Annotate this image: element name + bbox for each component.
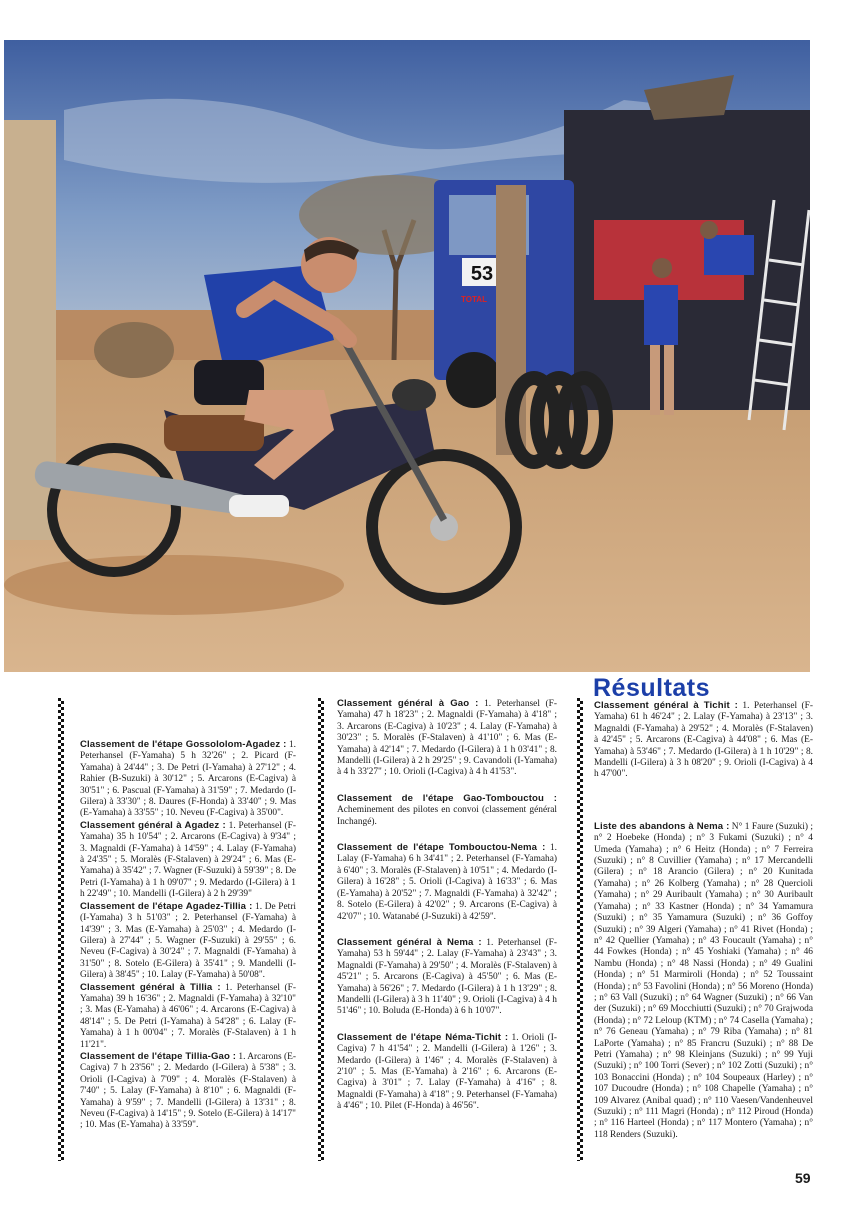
result-block [337, 1032, 557, 1113]
block-text: 1. Peterhansel (F-Yamaha) 39 h 16'36" ; 2. Magnaldi (F-Yamaha) à 32'10" ; 3. Mas (E-Yamaha) à 46'06" ; 4. Arcarons (E-Cagiva) à 48'14" ; 5. De Petri (I-Yamaha) à 54'28" ; 6. Lalay (F-Yamaha) à 1 h 00'04" ; 7. Moralès (F-Stalaven) à 1 h 11'21". [80, 982, 297, 1050]
checker-border-col1 [58, 698, 64, 1161]
block-text: 1. Peterhansel (F-Yamaha) 5 h 32'26" ; 2. Picard (F-Yamaha) à 24'44" ; 3. De Petri (I-Yamaha) à 27'12" ; 4. Rahier (B-Suzuki) à 30'12" ; 5. Arcarons (E-Cagiva) à 30'51" ; 6. Pascual (F-Yamaha) à 31'59" ; 7. Medardo (I-Gilera) à 33'30" ; 8. Daures (F-Honda) à 33'40" ; 9. Mas (E-Yamaha) à 33'55" ; 10. Neveu (F-Cagiva) à 35'00". [80, 740, 296, 819]
block-heading: Classement général à Nema : [337, 936, 482, 948]
result-block [337, 842, 557, 923]
checker-border-col3 [577, 698, 583, 1161]
block-text: 1. Peterhansel (F-Yamaha) 47 h 18'23" ; 2. Magnaldi (F-Yamaha) à 4'18" ; 3. Arcarons (E-Cagiva) à 10'23" ; 4. Lalay (F-Yamaha) à 30'23" ; 5. Moralès (F-Stalaven) à 41'10" ; 6. Mas (E-Yamaha) à 42'14" ; 7. Medardo (I-Gilera) à 1 h 03'41" ; 8. Mandelli (I-Gilera) à 2 h 29'25" ; 9. Cavandoli (I-Yamaha) à 4 h 33'27" ; 10. Orioli (I-Cagiva) à 4 h 41'53". [337, 699, 558, 778]
block-text: 1. Peterhansel (F-Yamaha) 61 h 46'24" ; 2. Lalay (F-Yamaha) à 23'13" ; 3. Magnaldi (F-Yamaha) à 29'52" ; 4. Moralès (F-Stalaven) à 42'45" ; 5. Arcarons (E-Cagiva) à 44'08" ; 6. Mas (E-Yamaha) à 53'46" ; 7. Medardo (I-Gilera) à 1 h 10'29" ; 8. Mandelli (I-Gilera) à 3 h 08'20" ; 9. Orioli (I-Cagiva) à 4 h 47'00". [594, 701, 814, 780]
block-text: Acheminement des pilotes en convoi (classement général Inchangé). [337, 805, 557, 827]
results-column-2 [337, 698, 557, 1122]
block-heading: Liste des abandons à Nema : [594, 820, 730, 832]
block-heading: Classement de l'étape Gossololom-Agadez : [80, 739, 287, 750]
truck-sponsor-label: TOTAL [461, 295, 487, 304]
result-block [80, 901, 296, 982]
block-heading: Classement de l'étape Néma-Tichit : [337, 1031, 509, 1043]
block-heading: Classement de l'étape Tillia-Gao : [80, 1050, 237, 1062]
block-heading: Classement de l'étape Tombouctou-Nema : [337, 842, 546, 854]
block-heading: Classement général à Tillia : [80, 981, 221, 993]
block-text: N° 1 Faure (Suzuki) ; n° 2 Hoebeke (Honda) ; n° 3 Fukami (Suzuki) ; n° 4 Umeda (Yamaha) ; n° 6 Heitz (Honda) ; n° 7 Ferreira (Suzuki) ; n° 8 Cuvillier (Yamaha) ; n° 17 Mercandelli (Gilera) ; n° 18 Arancio (Gilera) ; n° 20 Kunitada (Yamaha) ; n° 26 Kolberg (Yamaha) ; n° 28 Quercioli (Yamaha) ; n° 29 Auribault (Yamaha) ; n° 30 Auribault (Yamaha) ; n° 33 Kastner (Honda) ; n° 34 Yamamura (Suzuki) ; n° 35 Yamamura (Suzuki) ; n° 36 Goffoy (Suzuki) ; n° 39 Algeri (Yamaha) ; n° 41 Rivet (Honda) ; n° 42 Quellier (Yamaha) ; n° 43 Foucault (Yamaha) ; n° 44 Fowkes (Honda) ; n° 45 Yoshiaki (Yamaha) ; n° 46 Nambu (Honda) ; n° 48 Nassi (Honda) ; n° 49 Gualini (Honda) ; n° 51 Marmiroli (Honda) ; n° 52 Toussaint (Honda) ; n° 53 Favolini (Honda) ; n° 56 Moreno (Honda) ; n° 63 Vall (Suzuki) ; n° 64 Wagner (Suzuki) ; n° 66 Van der (Suzuki) ; n° 69 Mocchiutti (Suzuki) ; n° 70 Grajwoda (Honda) ; n° 72 Leloup (KTM) ; n° 74 Casella (Yamaha) ; n° 76 Geneau (Yamaha) ; n° 79 Riba (Yamaha) ; n° 81 LaPorte (Yamaha) ; n° 85 Francru (Suzuki) ; n° 88 De Petri (Yamaha) ; n° 98 Kleinjans (Suzuki) ; n° 99 Yuji (Suzuki) ; n° 100 Torri (Sever) ; n° 102 Zotti (Suzuki) ; n° 103 Bonaccini (Honda) ; n° 104 Soupeaux (Harley) ; n° 107 Ducoudre (Honda) ; n° 108 Chapelle (Yamaha) ; n° 109 Alvarez (Anibal quad) ; n° 110 Vaesen/Vandenheuvel (Suzuki) ; n° 111 Magri (Honda) ; n° 112 Piroud (Honda) ; n° 116 Harteel (Honda) ; n° 117 Montero (Yamaha) ; n° 118 Renders (Suzuki). [594, 821, 813, 1140]
block-text: 1. Orioli (I-Cagiva) 7 h 41'54" ; 2. Mandelli (I-Gilera) à 1'26" ; 3. Medardo (I-Gilera) à 1'46" ; 4. Moralès (F-Stalaven) à 2'10" ; 5. Mas (E-Yamaha) à 2'16" ; 6. Arcarons (E-Cagiva) à 3'01" ; 7. Lalay (F-Yamaha) à 4'16" ; 8. Magnaldi (F-Yamaha) à 4'18" ; 9. Peterhansel (F-Yamaha) à 4'46" ; 10. Pilet (F-Honda) à 46'56". [337, 1032, 558, 1112]
block-text: 1. Lalay (F-Yamaha) 6 h 34'41" ; 2. Peterhansel (F-Yamaha) à 6'40" ; 3. Moralès (F-Stalaven) à 10'51" ; 4. Medardo (I-Gilera) à 16'28" ; 5. Orioli (I-Cagiva) à 16'33" ; 6. Mas (E-Yamaha) à 20'52" ; 7. Magnaldi (F-Yamaha) à 32'42" ; 8. Sotelo (E-Gilera) à 42'02" ; 9. Arcarons (E-Cagiva) à 42'07" ; 10. Watanabé (J-Suzuki) à 42'59". [337, 843, 558, 922]
result-block [337, 698, 557, 779]
results-title: Résultats [593, 674, 711, 702]
truck-bib-number: 53 [470, 263, 494, 285]
result-block [337, 937, 557, 1018]
block-heading: Classement de l'étape Gao-Tombouctou : [337, 792, 557, 804]
block-heading: Classement général à Gao : [337, 698, 479, 709]
block-heading: Classement de l'étape Agadez-Tillia : [80, 900, 253, 912]
results-column-3 [594, 700, 813, 1141]
hut [94, 322, 174, 378]
result-block [80, 982, 296, 1051]
result-block [80, 1051, 296, 1132]
result-block [594, 821, 813, 1141]
block-text: 1. Peterhansel (F-Yamaha) 35 h 10'54" ; 2. Arcarons (E-Cagiva) à 9'34" ; 3. Magnaldi (F-Yamaha) à 14'59" ; 4. Lalay (F-Yamaha) à 24'35" ; 5. Moralès (F-Stalaven) à 29'24" ; 6. Mas (E-Yamaha) à 35'42" ; 7. Wagner (F-Suzuki) à 59'39" ; 8. De Petri (I-Yamaha) à 1 h 09'07" ; 9. Medardo (I-Gilera) à 1 h 22'49" ; 10. Mandelli (I-Gilera) à 2 h 29'39" [80, 820, 296, 900]
block-heading: Classement général à Tichit : [594, 700, 738, 711]
block-text: 1. Arcarons (E-Cagiva) 7 h 23'56" ; 2. Medardo (I-Gilera) à 5'38" ; 3. Orioli (I-Cagiva) à 7'09" ; 4. Moralès (F-Stalaven) à 7'40" ; 5. Lalay (F-Yamaha) à 8'10" ; 6. Magnaldi (F-Yamaha) à 9'59" ; 7. Mandelli (I-Gilera) à 13'31" ; 8. Neveu (F-Cagiva) à 14'15" ; 9. Sotelo (E-Gilera) à 14'17" ; 10. Mas (E-Yamaha) à 33'59". [80, 1051, 297, 1131]
results-column-1 [80, 739, 296, 1132]
result-block [80, 739, 296, 820]
result-block [594, 700, 813, 781]
dust-cloud [4, 555, 344, 615]
block-heading: Classement général à Agadez : [80, 819, 226, 831]
block-text: 1. De Petri (I-Yamaha) 3 h 51'03" ; 2. Peterhansel (F-Yamaha) à 14'39" ; 3. Mas (E-Yamaha) à 25'03" ; 4. Medardo (I-Gilera) à 27'44" ; 5. Wagner (F-Suzuki) à 29'55" ; 6. Neveu (F-Cagiva) à 30'24" ; 7. Magnaldi (F-Yamaha) à 31'50" ; 8. Sotelo (E-Gilera) à 35'41" ; 9. Mandelli (I-Gilera) à 38'45" ; 10. Lalay (F-Yamaha) à 50'08". [80, 901, 296, 981]
result-block [80, 820, 296, 901]
page-number: 59 [795, 1170, 811, 1186]
rally-photo [4, 40, 810, 672]
result-block [337, 793, 557, 828]
block-text: 1. Peterhansel (F-Yamaha) 53 h 59'44" ; 2. Lalay (F-Yamaha) à 23'43" ; 3. Magnaldi (F-Yamaha) à 29'50" ; 4. Moralès (F-Stalaven) à 45'21" ; 5. Arcarons (E-Cagiva) à 45'50" ; 6. Mas (E-Yamaha) à 56'26" ; 7. Medardo (I-Gilera) à 1 h 13'29" ; 8. Mandelli (I-Gilera) à 3 h 11'40" ; 9. Orioli (I-Cagiva) à 4 h 51'46" ; 10. Boluda (E-Honda) à 6 h 10'07". [337, 937, 558, 1017]
checker-border-col2 [318, 698, 324, 1161]
